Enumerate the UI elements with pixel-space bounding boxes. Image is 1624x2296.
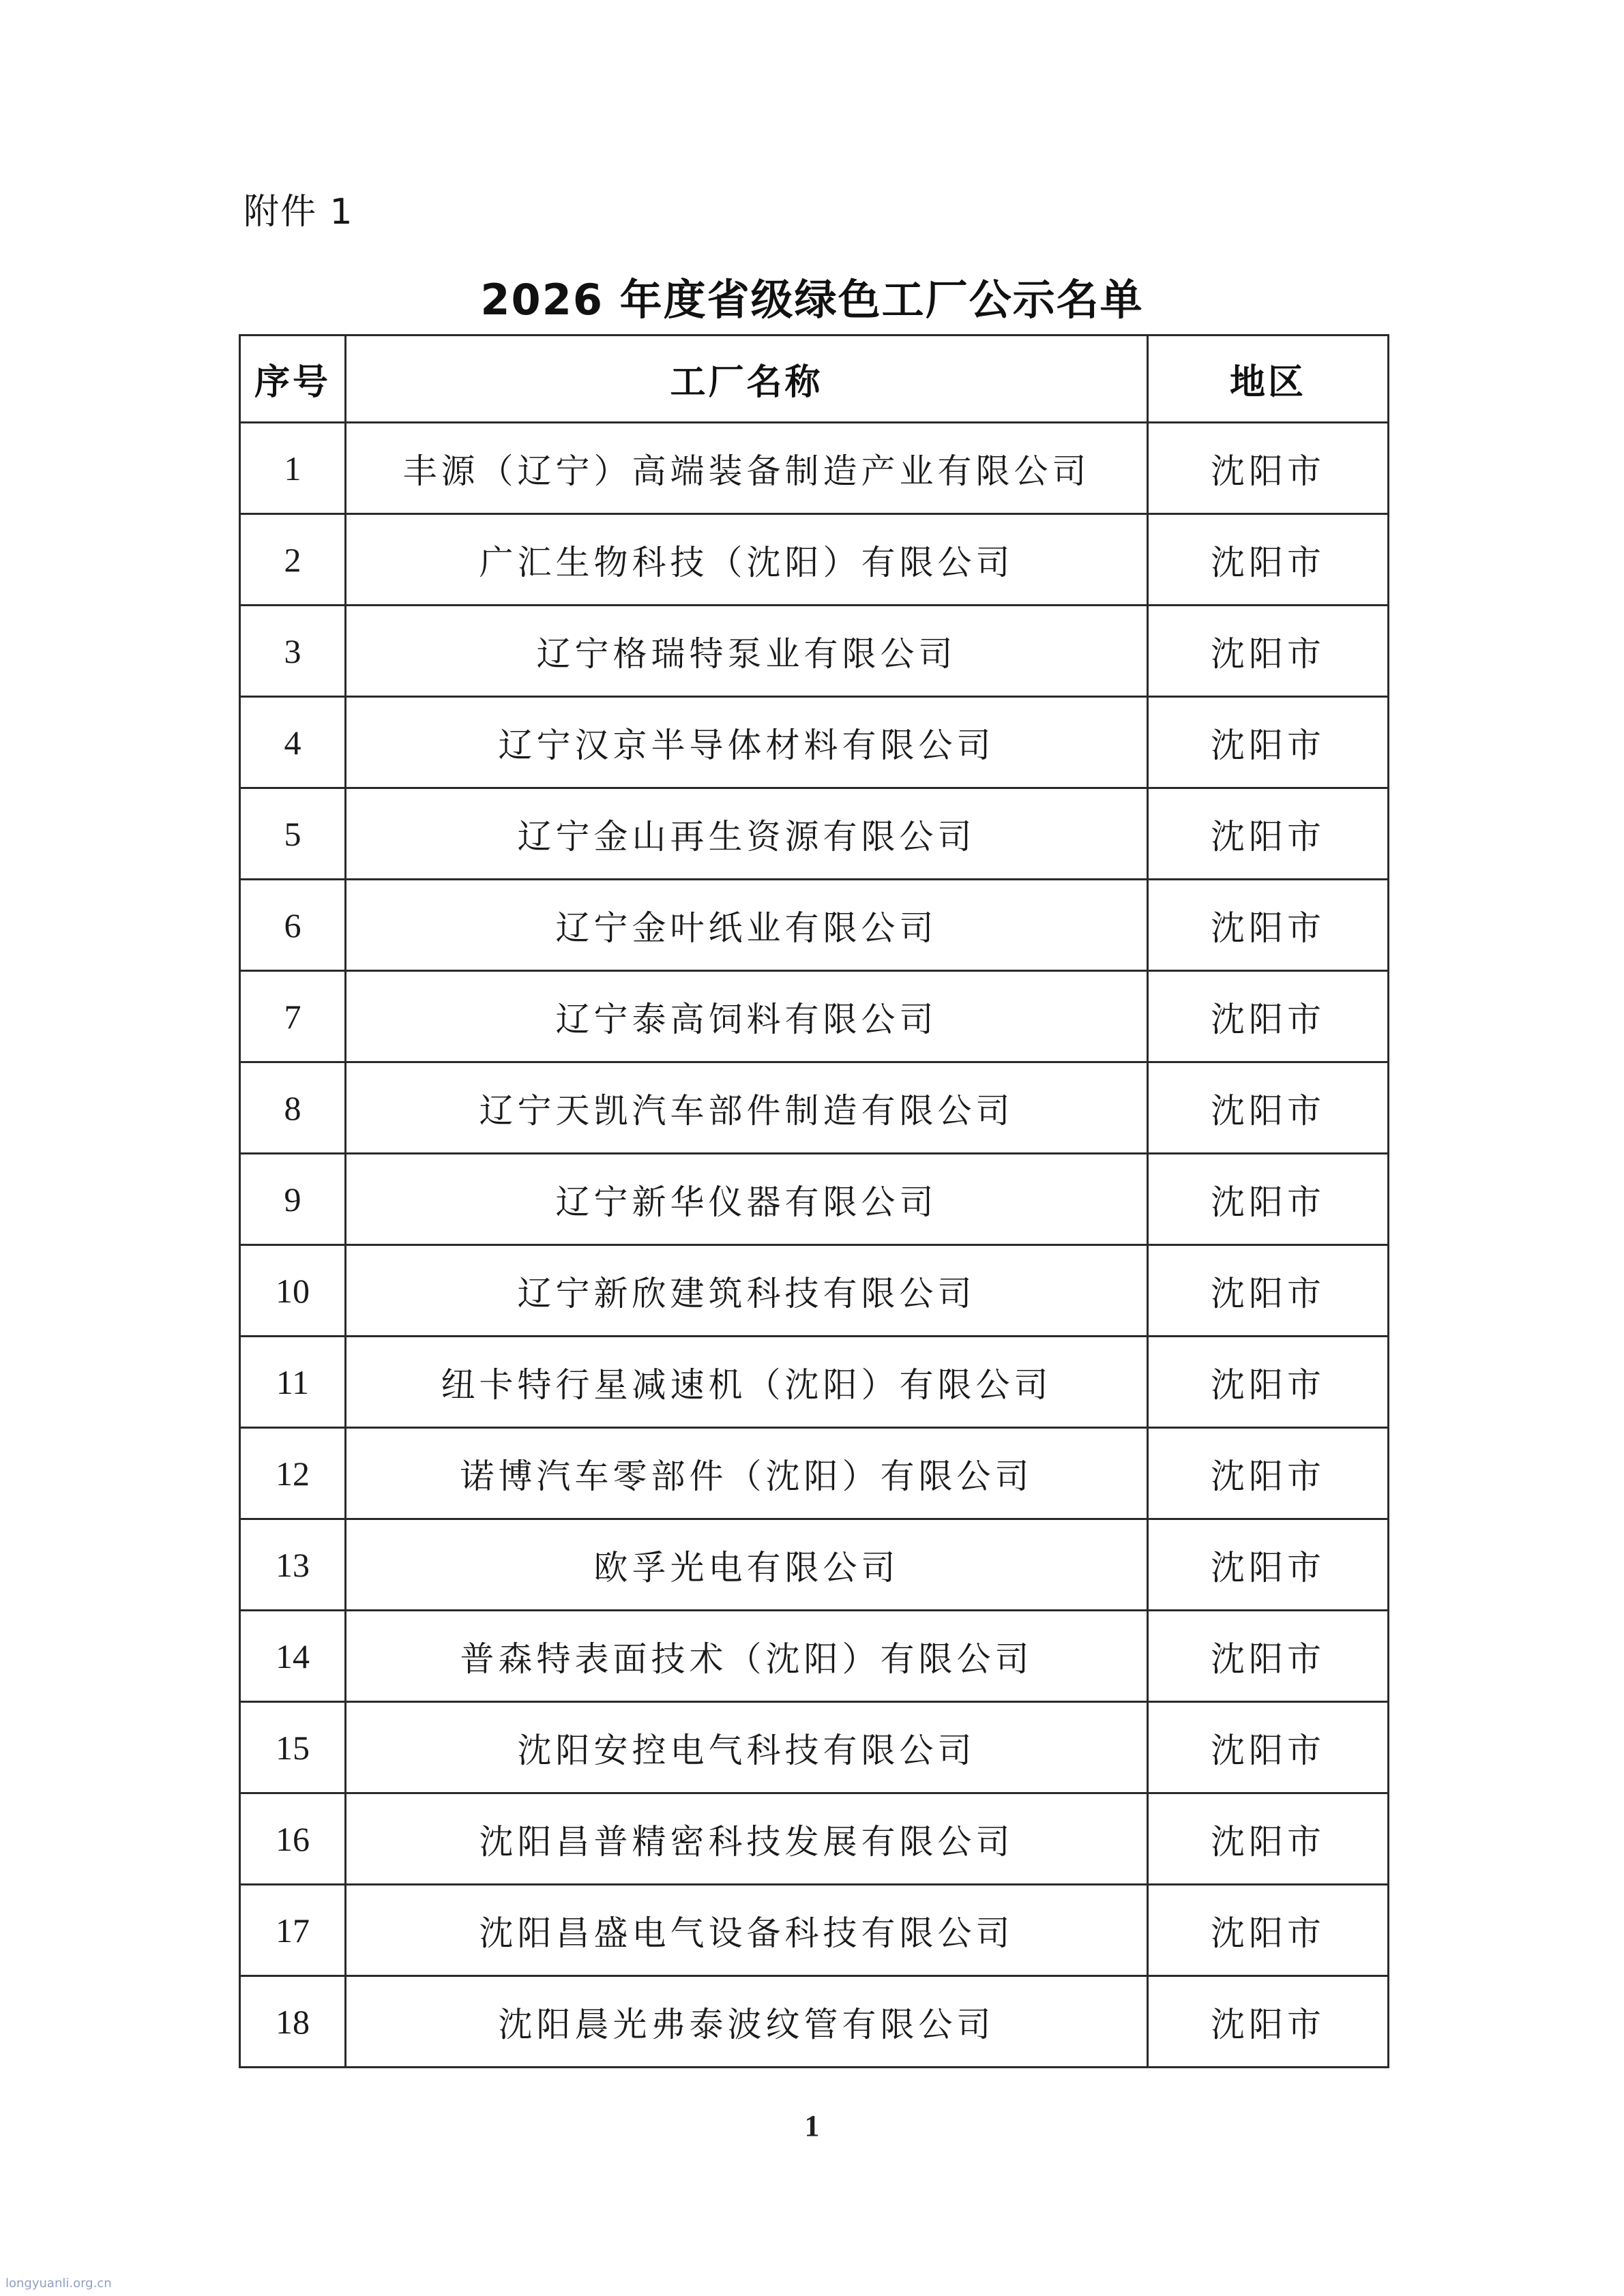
row-factory-name: 辽宁金叶纸业有限公司: [346, 880, 1148, 971]
table-row: [240, 514, 1389, 606]
row-region: 沈阳市: [1148, 1245, 1389, 1337]
row-serial-number: 12: [240, 1428, 346, 1519]
row-region: 沈阳市: [1148, 514, 1389, 606]
row-region: 沈阳市: [1148, 606, 1389, 697]
table-row: [240, 1611, 1389, 1702]
header-region: 地区: [1148, 336, 1389, 423]
row-serial-number: 17: [240, 1885, 346, 1976]
row-serial-number: 4: [240, 697, 346, 788]
row-region: 沈阳市: [1148, 697, 1389, 788]
watermark: longyuanli.org.cn: [5, 2276, 112, 2291]
row-factory-name: 辽宁泰高饲料有限公司: [346, 971, 1148, 1062]
row-serial-number: 8: [240, 1062, 346, 1154]
row-serial-number: 18: [240, 1976, 346, 2068]
row-region: 沈阳市: [1148, 788, 1389, 880]
row-region: 沈阳市: [1148, 1885, 1389, 1976]
row-region: 沈阳市: [1148, 1702, 1389, 1793]
row-factory-name: 辽宁金山再生资源有限公司: [346, 788, 1148, 880]
table-row: [240, 1885, 1389, 1976]
factory-list-table: [239, 334, 1389, 2068]
document-title: 2026 年度省级绿色工厂公示名单: [480, 275, 1144, 325]
row-factory-name: 辽宁格瑞特泵业有限公司: [346, 606, 1148, 697]
row-factory-name: 沈阳昌普精密科技发展有限公司: [346, 1793, 1148, 1885]
table-row: [240, 1245, 1389, 1337]
table-row: [240, 971, 1389, 1062]
row-factory-name: 广汇生物科技（沈阳）有限公司: [346, 514, 1148, 606]
row-region: 沈阳市: [1148, 1793, 1389, 1885]
row-serial-number: 14: [240, 1611, 346, 1702]
table-row: [240, 1793, 1389, 1885]
attachment-label: 附件 1: [243, 192, 354, 233]
row-serial-number: 5: [240, 788, 346, 880]
header-serial-number: 序号: [240, 336, 346, 423]
row-serial-number: 16: [240, 1793, 346, 1885]
row-serial-number: 9: [240, 1154, 346, 1245]
row-region: 沈阳市: [1148, 1519, 1389, 1611]
row-serial-number: 11: [240, 1337, 346, 1428]
table-row: [240, 697, 1389, 788]
table-row: [240, 606, 1389, 697]
table-row: [240, 1428, 1389, 1519]
table-row: [240, 788, 1389, 880]
table-row: [240, 1976, 1389, 2068]
row-serial-number: 2: [240, 514, 346, 606]
row-serial-number: 15: [240, 1702, 346, 1793]
row-factory-name: 沈阳晨光弗泰波纹管有限公司: [346, 1976, 1148, 2068]
row-factory-name: 沈阳昌盛电气设备科技有限公司: [346, 1885, 1148, 1976]
table-row: [240, 880, 1389, 971]
row-serial-number: 1: [240, 423, 346, 514]
row-region: 沈阳市: [1148, 1611, 1389, 1702]
row-serial-number: 3: [240, 606, 346, 697]
row-region: 沈阳市: [1148, 1154, 1389, 1245]
table-row: [240, 1337, 1389, 1428]
table-header-row: [240, 336, 1389, 423]
row-factory-name: 普森特表面技术（沈阳）有限公司: [346, 1611, 1148, 1702]
row-region: 沈阳市: [1148, 1062, 1389, 1154]
table-row: [240, 1154, 1389, 1245]
table-row: [240, 1519, 1389, 1611]
table-row: [240, 1062, 1389, 1154]
row-factory-name: 诺博汽车零部件（沈阳）有限公司: [346, 1428, 1148, 1519]
row-region: 沈阳市: [1148, 1976, 1389, 2068]
row-region: 沈阳市: [1148, 971, 1389, 1062]
row-factory-name: 沈阳安控电气科技有限公司: [346, 1702, 1148, 1793]
row-region: 沈阳市: [1148, 1337, 1389, 1428]
row-serial-number: 13: [240, 1519, 346, 1611]
row-serial-number: 7: [240, 971, 346, 1062]
table-row: [240, 423, 1389, 514]
row-serial-number: 6: [240, 880, 346, 971]
table-row: [240, 1702, 1389, 1793]
row-factory-name: 辽宁新欣建筑科技有限公司: [346, 1245, 1148, 1337]
row-factory-name: 辽宁汉京半导体材料有限公司: [346, 697, 1148, 788]
row-factory-name: 辽宁新华仪器有限公司: [346, 1154, 1148, 1245]
row-region: 沈阳市: [1148, 423, 1389, 514]
header-factory-name: 工厂名称: [346, 336, 1148, 423]
row-region: 沈阳市: [1148, 1428, 1389, 1519]
page-number: 1: [804, 2109, 820, 2143]
row-factory-name: 欧孚光电有限公司: [346, 1519, 1148, 1611]
row-serial-number: 10: [240, 1245, 346, 1337]
row-factory-name: 纽卡特行星减速机（沈阳）有限公司: [346, 1337, 1148, 1428]
row-factory-name: 辽宁天凯汽车部件制造有限公司: [346, 1062, 1148, 1154]
row-factory-name: 丰源（辽宁）高端装备制造产业有限公司: [346, 423, 1148, 514]
row-region: 沈阳市: [1148, 880, 1389, 971]
